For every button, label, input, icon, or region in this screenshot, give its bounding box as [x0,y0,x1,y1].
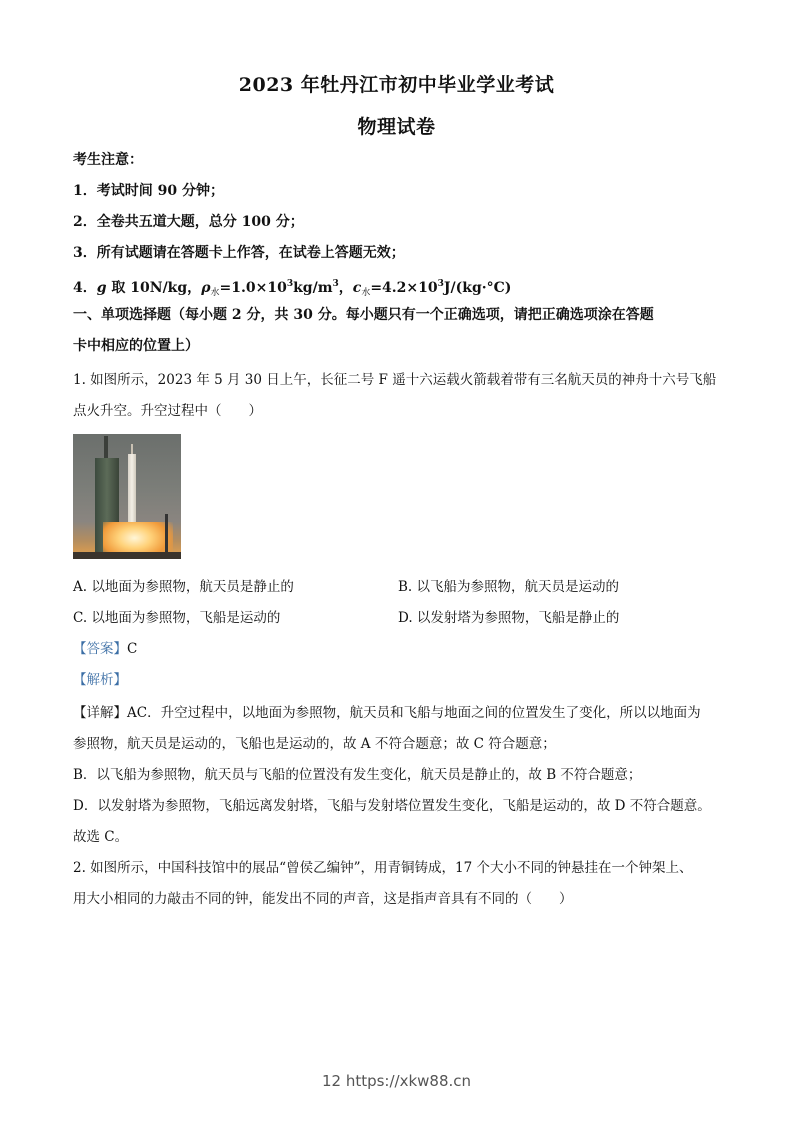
rocket-launch-image [73,434,181,559]
exam-title: 2023 年牡丹江市初中毕业学业考试 [238,74,555,96]
notice-item-4 [73,274,511,303]
symbol-g: g [96,280,107,296]
c-exponent: 3 [437,279,444,289]
notice-item-2: 2．全卷共五道大题，总分 100 分； [73,214,304,230]
notice-item-1: 1．考试时间 90 分钟； [73,183,224,199]
section1-heading-line1: 一、单项选择题（每小题 2 分，共 30 分。每小题只有一个正确选项，请把正确选项涂在答题 [73,307,654,323]
q1-option-d: D. 以发射塔为参照物，飞船是静止的 [398,610,620,626]
c-subscript: 水 [361,288,371,298]
g-value: 取 10N/kg， [106,280,202,296]
q1-detail-line5: 故选 C。 [73,829,129,845]
q1-stem-line1: 1. 如图所示，2023 年 5 月 30 日上午，长征二号 F 遥十六运载火箭载着带有三名航天员的神舟十六号飞船 [73,372,717,388]
notice-heading: 考生注意： [73,152,143,168]
page-footer: 12 https://xkw88.cn [321,1072,472,1090]
q1-option-b: B. 以飞船为参照物，航天员是运动的 [398,579,620,595]
rho-exponent: 3 [286,279,294,289]
rho-value: =1.0×10 [219,280,287,296]
q2-stem-line2: 用大小相同的力敲击不同的钟，能发出不同的声音，这是指声音具有不同的（ ） [73,891,573,907]
rho-unit: kg/m [293,280,333,296]
q1-detail-line3: B．以飞船为参照物，航天员与飞船的位置没有发生变化，航天员是静止的，故 B 不符合题意； [73,767,642,783]
answer-value: C [127,641,138,657]
q1-answer [73,639,137,659]
c-value: =4.2×10 [370,280,438,296]
exam-subtitle: 物理试卷 [357,116,436,138]
q2-stem-line1: 2. 如图所示，中国科技馆中的展品“曾侯乙编钟”，用青铜铸成，17 个大小不同的钟悬挂在一个钟架上、 [73,860,693,876]
rho-unit-exponent: 3 [332,279,339,289]
separator: ， [338,280,353,296]
light-pole [165,514,168,556]
analysis-label: 【解析】 [73,672,127,688]
rocket [128,454,136,529]
section1-heading-line2: 卡中相应的位置上） [73,338,199,354]
q1-option-a: A. 以地面为参照物，航天员是静止的 [73,579,294,595]
answer-label: 【答案】 [73,641,127,657]
q1-detail-line2: 参照物，航天员是运动的，飞船也是运动的，故 A 不符合题意；故 C 符合题意； [73,736,556,752]
symbol-c: c [352,280,362,296]
q1-detail-line1 [73,703,701,723]
notice-item-3: 3．所有试题请在答题卡上作答，在试卷上答题无效； [73,245,405,261]
c-unit: J/(kg·°C) [443,280,512,296]
q1-stem-line2: 点火升空。升空过程中（ ） [73,403,262,419]
symbol-rho: ρ [201,280,211,296]
q1-option-c: C. 以地面为参照物，飞船是运动的 [73,610,281,626]
detail-text: AC．升空过程中，以地面为参照物，航天员和飞船与地面之间的位置发生了变化，所以以地面为 [127,705,701,721]
rho-subscript: 水 [210,288,220,298]
q1-detail-line4: D．以发射塔为参照物，飞船远离发射塔，飞船与发射塔位置发生变化，飞船是运动的，故 D 不符合题意。 [73,798,711,814]
notice-item-4-prefix: 4． [73,280,97,296]
detail-label: 【详解】 [73,705,127,721]
ground [73,552,181,559]
